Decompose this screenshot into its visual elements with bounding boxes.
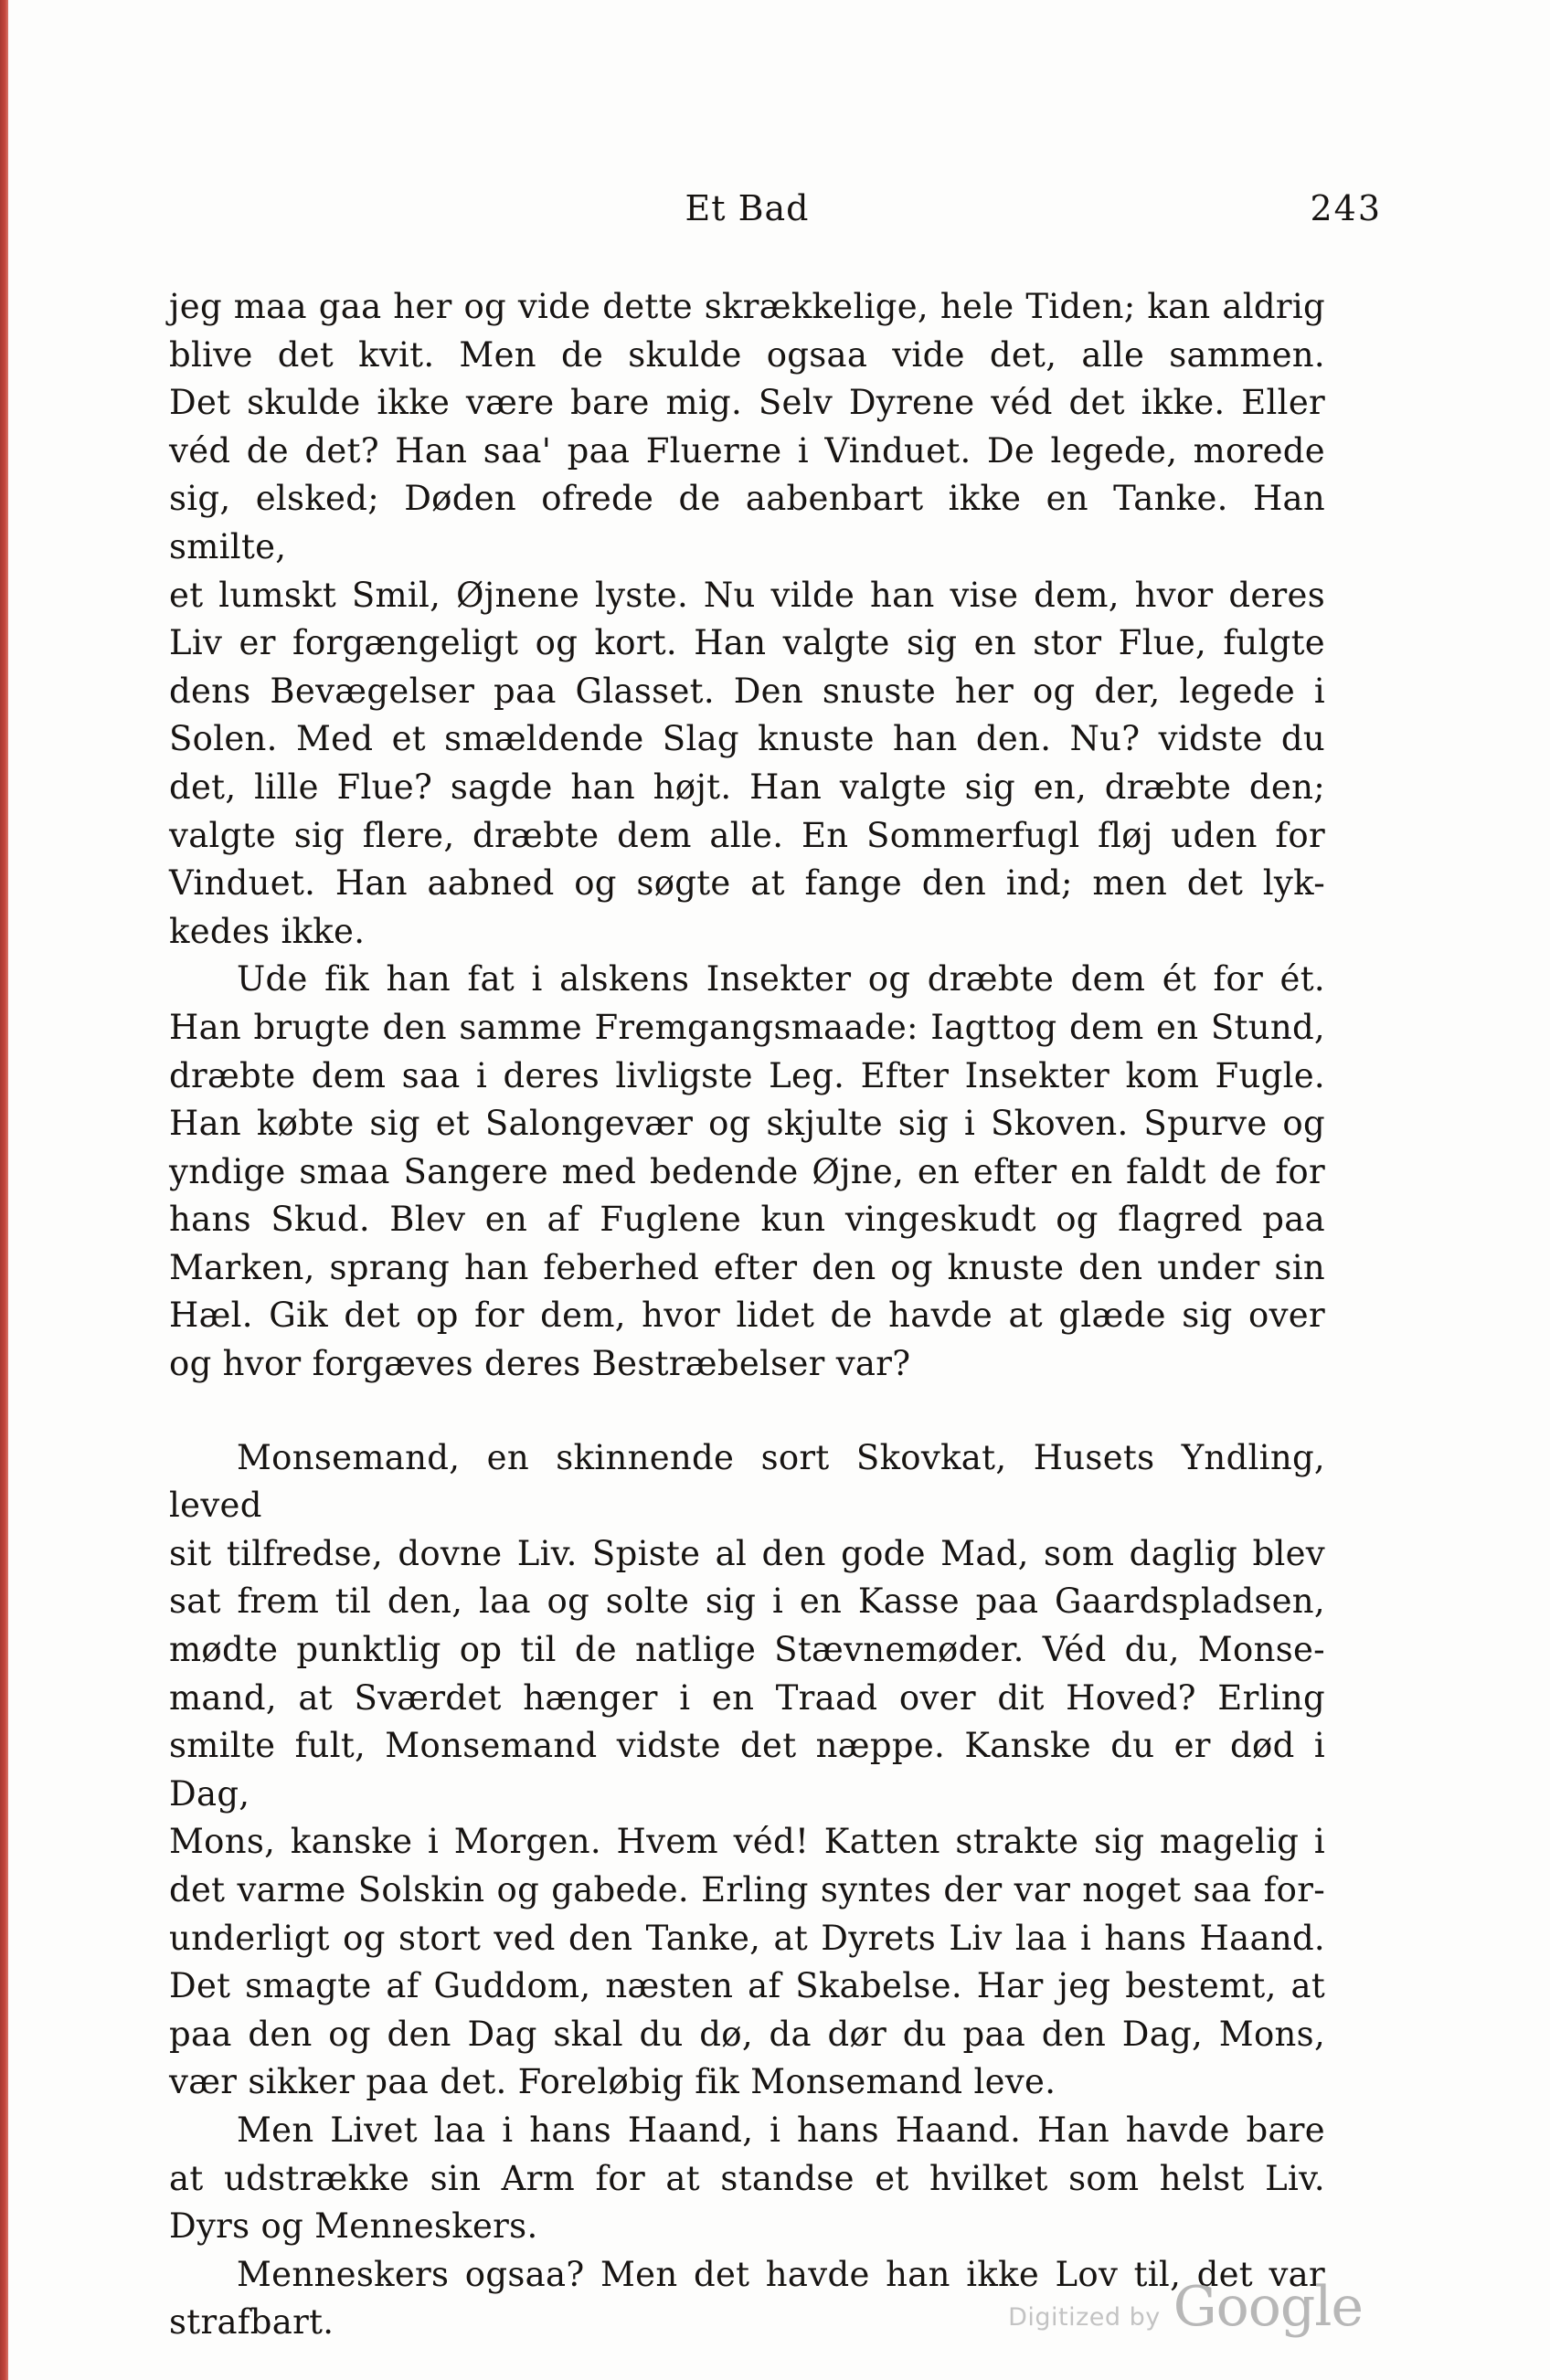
text-line: Vinduet. Han aabned og søgte at fange den ind; men det lyk- (169, 863, 1325, 904)
text-line: blive det kvit. Men de skulde ogsaa vide det, alle sammen. (169, 334, 1325, 375)
paragraph (169, 956, 1325, 1388)
text-line: strafbart. (169, 2302, 334, 2343)
text-line: vær sikker paa det. Foreløbig fik Monsemand leve. (169, 2062, 1056, 2102)
text-line: smilte fult, Monsemand vidste det næppe. Kanske du er død i Dag, (169, 1726, 1325, 1814)
text-line: Det smagte af Guddom, næsten af Skabelse. Har jeg bestemt, at (169, 1966, 1325, 2006)
digitization-footer (1008, 2275, 1363, 2339)
text-line: mødte punktlig op til de natlige Stævnemøder. Véd du, Monse- (169, 1630, 1325, 1670)
text-line: Menneskers ogsaa? Men det havde han ikke Lov til, det var (237, 2254, 1325, 2294)
text-line: Marken, sprang han feberhed efter den og knuste den under sin (169, 1247, 1325, 1287)
chapter-title: Et Bad (685, 188, 810, 228)
text-line: underligt og stort ved den Tanke, at Dyrets Liv laa i hans Haand. (169, 1918, 1325, 1958)
google-logo: Google (1173, 2275, 1363, 2339)
running-header (169, 188, 1382, 228)
text-line: og hvor forgæves deres Bestræbelser var? (169, 1344, 911, 1384)
text-line: Det skulde ikke være bare mig. Selv Dyrene véd det ikke. Eller (169, 383, 1325, 423)
text-line: Liv er forgængeligt og kort. Han valgte sig en stor Flue, fulgte (169, 623, 1325, 663)
scan-edge-artifact (0, 0, 8, 2380)
text-line: dræbte dem saa i deres livligste Leg. Efter Insekter kom Fugle. (169, 1055, 1325, 1095)
text-line: yndige smaa Sangere med bedende Øjne, en efter en faldt de for (169, 1151, 1325, 1191)
digitized-by-label: Digitized by (1008, 2303, 1161, 2332)
text-line: sit tilfredse, dovne Liv. Spiste al den gode Mad, som daglig blev (169, 1533, 1325, 1573)
text-line: paa den og den Dag skal du dø, da dør du paa den Dag, Mons, (169, 2014, 1325, 2054)
text-line: det varme Solskin og gabede. Erling syntes der var noget saa for- (169, 1870, 1325, 1909)
text-line: hans Skud. Blev en af Fuglene kun vingeskudt og flagred paa (169, 1200, 1325, 1240)
text-line: valgte sig flere, dræbte dem alle. En Sommerfugl fløj uden for (169, 815, 1325, 855)
text-line: Mons, kanske i Morgen. Hvem véd! Katten strakte sig magelig i (169, 1822, 1325, 1862)
text-line: Monsemand, en skinnende sort Skovkat, Husets Yndling, leved (169, 1437, 1325, 1526)
text-line: sat frem til den, laa og solte sig i en Kasse paa Gaardspladsen, (169, 1581, 1325, 1622)
text-line: dens Bevægelser paa Glasset. Den snuste her og der, legede i (169, 671, 1325, 711)
text-line: véd de det? Han saa' paa Fluerne i Vinduet. De legede, morede (169, 430, 1325, 471)
text-line: det, lille Flue? sagde han højt. Han valgte sig en, dræbte den; (169, 767, 1325, 807)
text-line: mand, at Sværdet hænger i en Traad over dit Hoved? Erling (169, 1677, 1325, 1718)
paragraph (169, 1434, 1325, 2107)
paragraph (169, 2107, 1325, 2251)
text-line: Solen. Med et smældende Slag knuste han den. Nu? vidste du (169, 719, 1325, 759)
text-line: jeg maa gaa her og vide dette skrækkelige, hele Tiden; kan aldrig (169, 287, 1325, 326)
text-line: Men Livet laa i hans Haand, i hans Haand. Han havde bare (237, 2110, 1325, 2150)
text-line: Han købte sig et Salongevær og skjulte sig i Skoven. Spurve og (169, 1104, 1325, 1144)
text-line: Ude fik han fat i alskens Insekter og dræbte dem ét for ét. (237, 959, 1325, 1000)
text-line: Han brugte den samme Fremgangsmaade: Iagttog dem en Stund, (169, 1007, 1325, 1047)
text-line: Hæl. Gik det op for dem, hvor lidet de havde at glæde sig over (169, 1296, 1325, 1336)
text-line: at udstrække sin Arm for at standse et hvilket som helst Liv. (169, 2158, 1325, 2198)
text-line: kedes ikke. (169, 911, 366, 951)
text-line: et lumskt Smil, Øjnene lyste. Nu vilde han vise dem, hvor deres (169, 575, 1325, 615)
text-line: Dyrs og Menneskers. (169, 2206, 538, 2247)
page-body (169, 283, 1325, 2347)
page-number: 243 (1310, 188, 1382, 228)
paragraph (169, 283, 1325, 956)
text-line: sig, elsked; Døden ofrede de aabenbart ikke en Tanke. Han smilte, (169, 479, 1325, 566)
